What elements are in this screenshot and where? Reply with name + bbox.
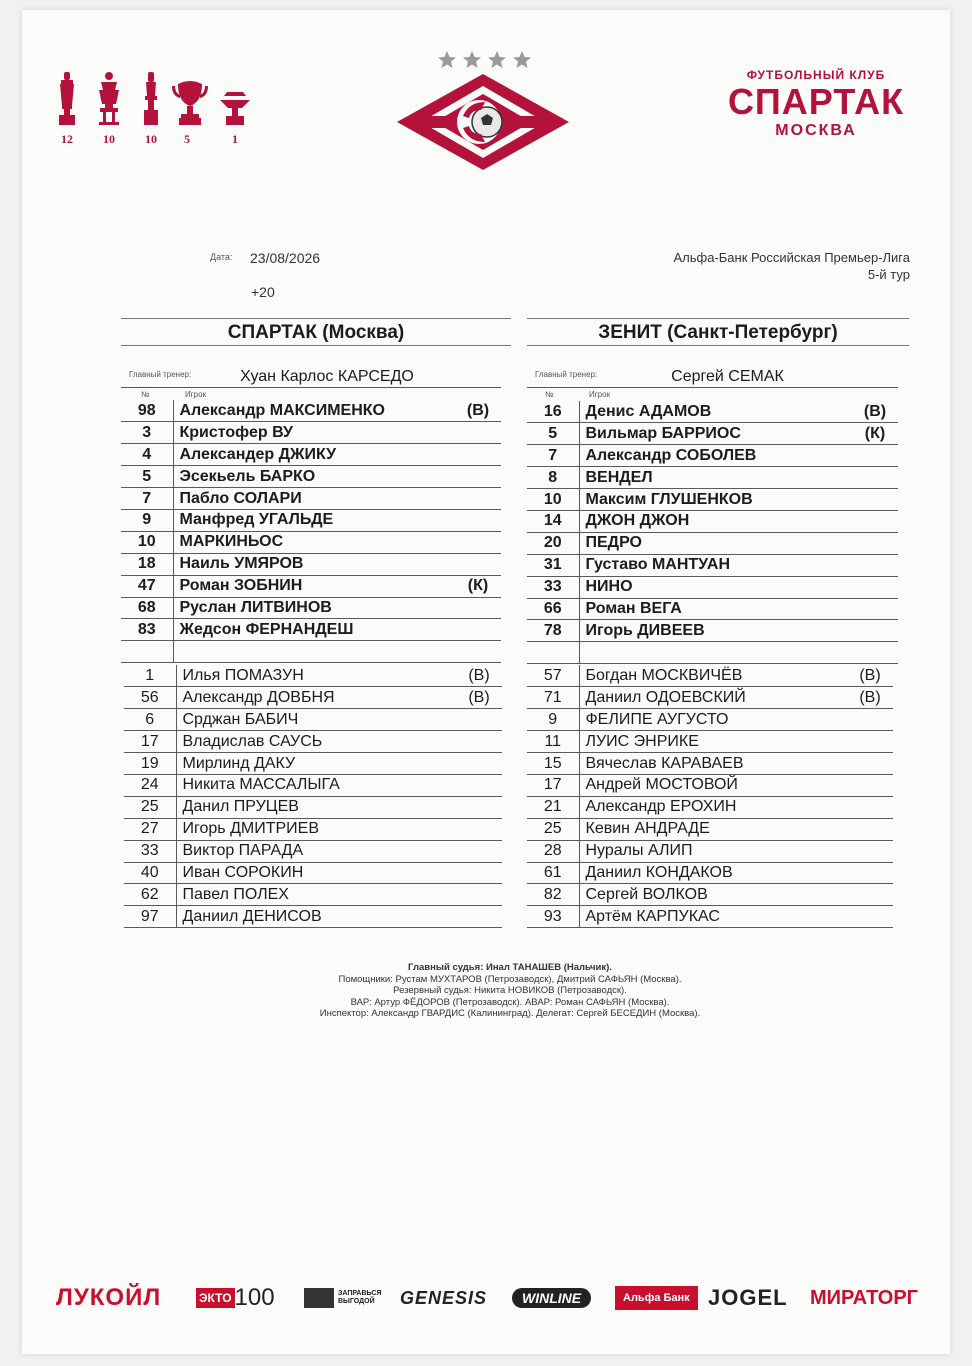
table-row <box>124 818 502 840</box>
player-name: ДЖОН ДЖОН <box>579 510 852 532</box>
player-role <box>847 753 893 775</box>
table-row <box>527 445 898 467</box>
player-name: Даниил ОДОЕВСКИЙ <box>579 687 847 709</box>
player-role <box>852 620 898 642</box>
player-number: 78 <box>527 620 579 642</box>
russia-trophy-icon <box>141 70 161 130</box>
match-temperature: +20 <box>251 284 275 300</box>
player-number: 27 <box>124 818 176 840</box>
home-coach-row <box>121 362 501 388</box>
assistant-referees: Помощники: Рустам МУХТАРОВ (Петрозаводск), Дмитрий САФЬЯН (Москва). <box>338 973 682 985</box>
table-row <box>121 575 501 597</box>
sponsor-lukoil: ЛУКОЙЛ <box>56 1284 162 1311</box>
player-name: ВЕНДЕЛ <box>579 467 852 489</box>
table-row <box>121 597 501 619</box>
table-row <box>124 774 502 796</box>
table-row <box>527 906 893 928</box>
player-name: Роман ВЕГА <box>579 598 852 620</box>
away-starters-table <box>527 401 898 664</box>
player-role: (В) <box>455 400 501 422</box>
table-row <box>121 444 501 466</box>
player-name: МАРКИНЬОС <box>173 531 455 553</box>
player-role: (В) <box>456 687 502 709</box>
player-role <box>847 840 893 862</box>
player-name: Сергей ВОЛКОВ <box>579 884 847 906</box>
league-name: Альфа-Банк Российская Премьер-Лига <box>673 250 910 265</box>
player-role <box>852 532 898 554</box>
player-name: Вячеслав КАРАВАЕВ <box>579 753 847 775</box>
home-starters-table <box>121 400 501 663</box>
table-row <box>124 796 502 818</box>
table-row <box>121 531 501 553</box>
player-name: Никита МАССАЛЫГА <box>176 774 456 796</box>
player-role <box>456 862 502 884</box>
player-number: 10 <box>527 489 579 511</box>
sponsor-miratorg: МИРАТОРГ <box>810 1286 919 1309</box>
table-row <box>527 753 893 775</box>
player-role <box>455 531 501 553</box>
player-number: 16 <box>527 401 579 423</box>
table-row <box>121 553 501 575</box>
table-row <box>121 422 501 444</box>
player-name: Андрей МОСТОВОЙ <box>579 774 847 796</box>
player-role <box>455 597 501 619</box>
player-number: 25 <box>527 818 579 840</box>
table-row <box>527 489 898 511</box>
player-role: (В) <box>847 687 893 709</box>
club-city: МОСКВА <box>775 122 857 139</box>
club-crest-icon <box>395 72 571 172</box>
player-role <box>847 709 893 731</box>
table-row <box>527 709 893 731</box>
table-row <box>527 401 898 423</box>
club-subtitle: ФУТБОЛЬНЫЙ КЛУБ <box>746 68 886 82</box>
player-number: 5 <box>121 466 173 488</box>
player-role <box>847 862 893 884</box>
player-number: 3 <box>121 422 173 444</box>
player-number: 98 <box>121 400 173 422</box>
var-officials: ВАР: Артур ФЁДОРОВ (Петрозаводск). АВАР: Роман САФЬЯН (Москва). <box>350 996 670 1008</box>
table-row <box>124 884 502 906</box>
inspector-delegate: Инспектор: Александр ГВАРДИС (Калининград). Делегат: Сергей БЕСЕДИН (Москва). <box>319 1008 701 1019</box>
player-number: 62 <box>124 884 176 906</box>
player-name: Александр ЕРОХИН <box>579 796 847 818</box>
table-row <box>527 554 898 576</box>
player-number: 7 <box>527 445 579 467</box>
away-team-title: ЗЕНИТ (Санкт-Петербург) <box>527 318 909 346</box>
player-name: Нуралы АЛИП <box>579 840 847 862</box>
club-wordmark <box>702 68 930 140</box>
player-name: Илья ПОМАЗУН <box>176 665 456 687</box>
player-number: 61 <box>527 862 579 884</box>
player-role <box>847 884 893 906</box>
player-name: Александр ДОВБНЯ <box>176 687 456 709</box>
reserve-referee: Резервный судья: Никита НОВИКОВ (Петрозаводск). <box>393 985 627 996</box>
player-role <box>456 906 502 928</box>
player-name: Игорь ДИВЕЕВ <box>579 620 852 642</box>
player-role <box>852 467 898 489</box>
player-name: Пабло СОЛАРИ <box>173 488 455 510</box>
player-role <box>456 840 502 862</box>
player-name: Кристофер ВУ <box>173 422 455 444</box>
table-row <box>121 466 501 488</box>
player-number: 8 <box>527 467 579 489</box>
player-role: (В) <box>847 665 893 687</box>
home-subs-table <box>124 665 502 928</box>
fonbet-logo-icon <box>304 1288 334 1308</box>
player-number: 7 <box>121 488 173 510</box>
player-role <box>852 598 898 620</box>
player-name: Даниил КОНДАКОВ <box>579 862 847 884</box>
match-date: 23/08/2026 <box>250 250 321 266</box>
table-row <box>124 665 502 687</box>
player-number: 17 <box>527 774 579 796</box>
player-number: 31 <box>527 554 579 576</box>
player-role: (К) <box>852 423 898 445</box>
player-role <box>852 510 898 532</box>
player-number: 24 <box>124 774 176 796</box>
player-number: 82 <box>527 884 579 906</box>
sponsor-strip <box>52 1278 932 1318</box>
player-name: Кевин АНДРАДЕ <box>579 818 847 840</box>
player-name: Данил ПРУЦЕВ <box>176 796 456 818</box>
player-name: Манфред УГАЛЬДЕ <box>173 509 455 531</box>
player-role <box>456 731 502 753</box>
table-row <box>527 796 893 818</box>
sponsor-fonbet: ЗАПРАВЬСЯ ВЫГОДОЙ <box>304 1278 382 1318</box>
player-role <box>456 709 502 731</box>
player-number: 20 <box>527 532 579 554</box>
sponsor-winline: WINLINE <box>512 1278 591 1318</box>
player-number: 9 <box>527 709 579 731</box>
league-trophy-icon <box>56 70 78 130</box>
player-number: 33 <box>527 576 579 598</box>
empty-row <box>121 641 501 663</box>
table-row <box>527 665 893 687</box>
table-row <box>124 709 502 731</box>
player-number: 40 <box>124 862 176 884</box>
sponsor-genesis: GENESIS <box>400 1287 488 1308</box>
player-number: 93 <box>527 906 579 928</box>
player-role <box>847 906 893 928</box>
home-coach-name: Хуан Карлос КАРСЕДО <box>240 368 414 385</box>
player-number: 5 <box>527 423 579 445</box>
player-number: 21 <box>527 796 579 818</box>
player-number: 9 <box>121 509 173 531</box>
player-role <box>456 796 502 818</box>
player-name: Виктор ПАРАДА <box>176 840 456 862</box>
match-officials <box>200 962 820 1020</box>
player-number: 11 <box>527 731 579 753</box>
table-row <box>527 532 898 554</box>
player-number: 71 <box>527 687 579 709</box>
player-name: Павел ПОЛЕХ <box>176 884 456 906</box>
player-number: 1 <box>124 665 176 687</box>
table-row <box>124 840 502 862</box>
player-role <box>847 796 893 818</box>
table-row <box>124 731 502 753</box>
player-number: 66 <box>527 598 579 620</box>
player-role <box>847 774 893 796</box>
player-role <box>455 422 501 444</box>
player-name: ПЕДРО <box>579 532 852 554</box>
away-subs-table <box>527 665 893 928</box>
player-name: Руслан ЛИТВИНОВ <box>173 597 455 619</box>
table-row <box>124 753 502 775</box>
sponsor-ekto: ЭКТО 100 <box>196 1278 275 1318</box>
player-number: 57 <box>527 665 579 687</box>
player-role: (К) <box>455 575 501 597</box>
player-number: 6 <box>124 709 176 731</box>
table-row <box>527 687 893 709</box>
home-column-header: № Игрок <box>141 390 207 399</box>
table-row <box>121 488 501 510</box>
cup-trophy-icon <box>170 70 210 130</box>
player-role <box>455 553 501 575</box>
player-role <box>456 753 502 775</box>
player-role <box>455 619 501 641</box>
player-name: Максим ГЛУШЕНКОВ <box>579 489 852 511</box>
ussr-trophy-icon <box>96 70 122 130</box>
league-info <box>673 249 910 283</box>
player-number: 19 <box>124 753 176 775</box>
player-number: 83 <box>121 619 173 641</box>
player-role <box>852 554 898 576</box>
cup-trophy: 5 <box>170 70 204 147</box>
away-coach-row <box>527 362 898 388</box>
player-number: 17 <box>124 731 176 753</box>
away-coach-name: Сергей СЕМАК <box>671 368 784 385</box>
player-role <box>455 488 501 510</box>
player-name: Александер ДЖИКУ <box>173 444 455 466</box>
home-team-title: СПАРТАК (Москва) <box>121 318 511 346</box>
player-role <box>847 818 893 840</box>
player-name: ФЕЛИПЕ АУГУСТО <box>579 709 847 731</box>
table-row <box>527 862 893 884</box>
russia-trophy: 10 <box>134 70 168 147</box>
table-row <box>121 619 501 641</box>
player-role: (В) <box>852 401 898 423</box>
player-role <box>852 445 898 467</box>
table-row <box>527 884 893 906</box>
table-row <box>121 400 501 422</box>
player-name: Денис АДАМОВ <box>579 401 852 423</box>
table-row <box>527 840 893 862</box>
chief-referee: Главный судья: Инал ТАНАШЕВ (Нальчик). <box>408 962 612 973</box>
player-role <box>456 884 502 906</box>
player-role <box>852 576 898 598</box>
player-number: 4 <box>121 444 173 466</box>
player-number: 14 <box>527 510 579 532</box>
player-name: Срджан БАБИЧ <box>176 709 456 731</box>
player-number: 97 <box>124 906 176 928</box>
player-role <box>847 731 893 753</box>
player-name: Игорь ДМИТРИЕВ <box>176 818 456 840</box>
player-number: 18 <box>121 553 173 575</box>
table-row <box>124 906 502 928</box>
player-number: 25 <box>124 796 176 818</box>
player-name: Наиль УМЯРОВ <box>173 553 455 575</box>
table-row <box>124 862 502 884</box>
home-coach-label: Главный тренер: <box>129 370 192 379</box>
player-name: Даниил ДЕНИСОВ <box>176 906 456 928</box>
trophy-row <box>50 70 265 160</box>
player-name: НИНО <box>579 576 852 598</box>
table-row <box>527 598 898 620</box>
player-name: Вильмар БАРРИОС <box>579 423 852 445</box>
table-row <box>527 467 898 489</box>
player-number: 68 <box>121 597 173 619</box>
ussr-trophy: 10 <box>92 70 126 147</box>
player-name: ЛУИС ЭНРИКЕ <box>579 731 847 753</box>
player-name: Александр СОБОЛЕВ <box>579 445 852 467</box>
player-name: Мирлинд ДАКУ <box>176 753 456 775</box>
away-column-header: № Игрок <box>545 390 611 399</box>
player-number: 15 <box>527 753 579 775</box>
player-role <box>455 466 501 488</box>
player-name: Владислав САУСЬ <box>176 731 456 753</box>
player-role <box>456 774 502 796</box>
player-number: 47 <box>121 575 173 597</box>
table-row <box>124 687 502 709</box>
player-role: (В) <box>456 665 502 687</box>
player-role <box>456 818 502 840</box>
player-number: 33 <box>124 840 176 862</box>
club-name: СПАРТАК <box>727 81 905 122</box>
stars-icon <box>438 50 538 70</box>
table-row <box>527 620 898 642</box>
player-name: Артём КАРПУКАС <box>579 906 847 928</box>
table-row <box>527 774 893 796</box>
player-role <box>852 489 898 511</box>
table-row <box>527 818 893 840</box>
table-row <box>527 576 898 598</box>
league-round: 5-й тур <box>867 267 910 282</box>
player-name: Иван СОРОКИН <box>176 862 456 884</box>
supercup-trophy-icon <box>218 70 252 130</box>
date-label: Дата: <box>210 252 233 262</box>
sponsor-jogel: JOGEL <box>708 1285 788 1310</box>
table-row <box>121 509 501 531</box>
table-row <box>527 423 898 445</box>
player-name: Густаво МАНТУАН <box>579 554 852 576</box>
player-name: Роман ЗОБНИН <box>173 575 455 597</box>
league-trophy: 12 <box>50 70 84 147</box>
player-number: 10 <box>121 531 173 553</box>
player-name: Богдан МОСКВИЧЁВ <box>579 665 847 687</box>
table-row <box>527 510 898 532</box>
supercup-trophy: 1 <box>218 70 252 147</box>
sponsor-alfa-bank: Альфа Банк <box>615 1278 698 1318</box>
player-number: 28 <box>527 840 579 862</box>
player-role <box>455 444 501 466</box>
player-name: Жедсон ФЕРНАНДЕШ <box>173 619 455 641</box>
table-row <box>527 731 893 753</box>
player-name: Александр МАКСИМЕНКО <box>173 400 455 422</box>
empty-row <box>527 642 898 664</box>
away-coach-label: Главный тренер: <box>535 370 598 379</box>
player-number: 56 <box>124 687 176 709</box>
player-role <box>455 509 501 531</box>
player-name: Эсекьель БАРКО <box>173 466 455 488</box>
